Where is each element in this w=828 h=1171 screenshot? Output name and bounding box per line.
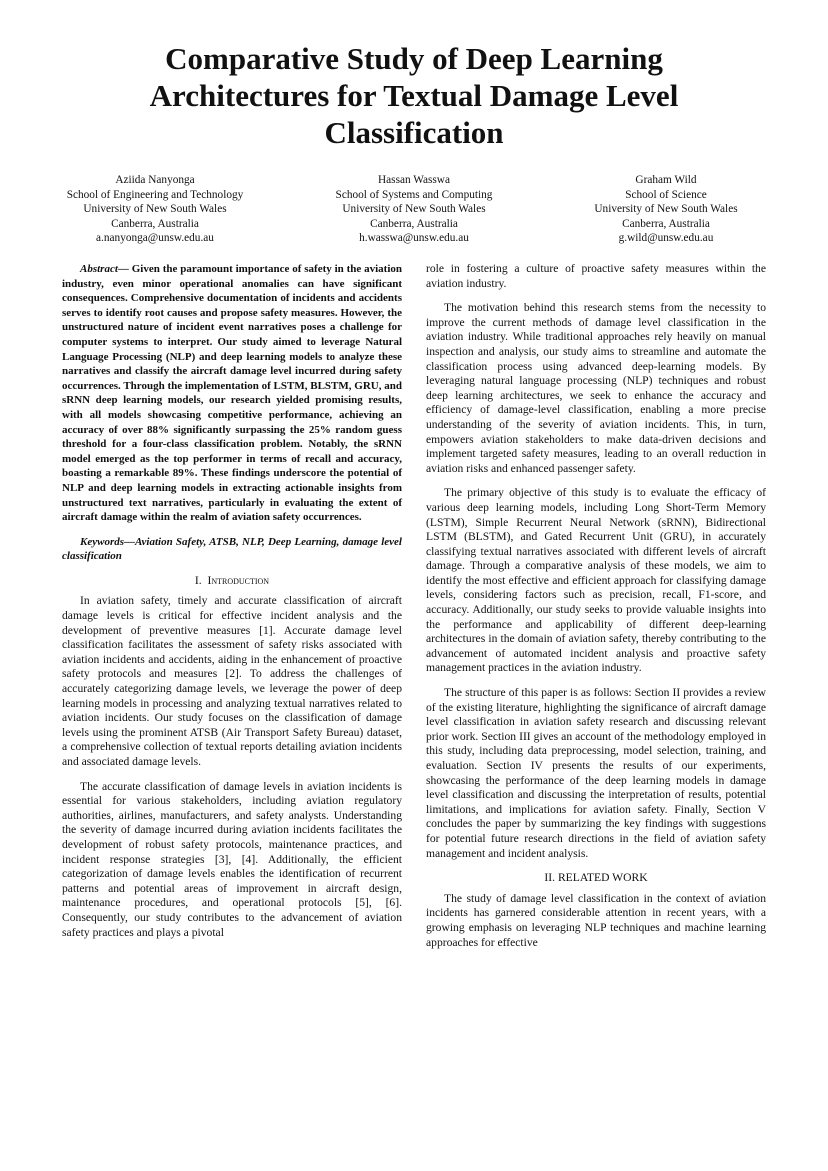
body-paragraph: role in fostering a culture of proactive safety measures within the aviation industry. [426,262,766,290]
author-dept: School of Engineering and Technology [66,188,244,201]
body-paragraph: The accurate classification of damage levels in aviation incidents is essential for various stakeholders, including aviation regulatory authorities, airlines, manufacturers, and safety analysts. Understanding the severity of damage incurred during aviation incidents facilitates the development of robust safety protocols, maintenance practices, and incident response strategies [3], [4]. Additionally, the efficient categorization of damage levels enables the identification of recurrent patterns and potential areas of improvement in aircraft design, maintenance procedures, and operational protocols [5], [6]. Consequently, our study contributes to the advancement of aviation safety practices and plays a pivotal [62,779,402,939]
body-paragraph: The study of damage level classification in the context of aviation incidents has garnered considerable attention in recent years, with a growing emphasis on leveraging NLP techniques and machine learning approaches for effective [426,891,766,949]
author-dept: School of Science [625,188,707,201]
author-email: a.nanyonga@unsw.edu.au [96,232,214,245]
body-paragraph: The structure of this paper is as follows: Section II provides a review of the existing literature, highlighting the significance of aircraft damage level classification in aviation safety research and discussing relevant prior work. Section III gives an account of the methodology employed in this study, including data preprocessing, model selection, training, and evaluation. Section IV presents the results of our experiments, showcasing the performance of the deep learning models in damage level classification and discussing the interpretation of results, potential limitations, and implications for aviation safety. Finally, Section V concludes the paper by summarizing the key findings with suggestions for potential future research directions in the field of aviation safety management and incident analysis. [426,686,766,860]
left-column [62,262,402,950]
author-dept: School of Systems and Computing [335,188,493,201]
author-email: h.wasswa@unsw.edu.au [359,232,469,245]
author-1 [40,173,270,246]
abstract-lead: Abstract— [80,263,129,275]
author-location: Canberra, Australia [622,217,710,230]
author-name: Hassan Wasswa [378,174,450,186]
keywords: Keywords—Aviation Safety, ATSB, NLP, Deep Learning, damage level classification [62,535,402,563]
author-univ: University of New South Wales [594,203,738,216]
author-univ: University of New South Wales [342,203,486,216]
author-3 [551,173,781,246]
author-email: g.wild@unsw.edu.au [618,232,714,245]
section-title: Introduction [207,573,270,587]
author-univ: University of New South Wales [83,203,227,216]
author-block [40,173,788,248]
author-name: Graham Wild [635,174,697,186]
author-location: Canberra, Australia [370,217,458,230]
body-paragraph: In aviation safety, timely and accurate classification of aircraft damage levels is critical for effective incident analysis and the development of preventive measures [1]. Accurate damage level classification facilitates the assessment of safety risks associated with aviation incidents and accidents, aiding in the enhancement of proactive safety protocols and measures [2]. To address the challenges of accurately categorizing damage levels, we leverage the power of deep learning models in processing and analyzing textual narratives related to aviation incidents. Our study focuses on the classification of damage levels using the prominent ATSB (Air Transport Safety Bureau) dataset, a comprehensive collection of textual reports detailing aviation incidents and associated damage levels. [62,594,402,768]
right-column [426,262,766,960]
paper-title: Comparative Study of Deep Learning Architectures for Textual Damage Level Classification [149,41,679,150]
abstract-text: Given the paramount importance of safety in the aviation industry, even minor operational anomalies can have significant consequences. Comprehensive documentation of incidents and accidents serves to identify root causes and propose safety measures. However, the unstructured nature of incident event narratives poses a challenge for computer systems to interpret. Our study aimed to leverage Natural Language Processing (NLP) and deep learning models to analyze these narratives and classify the aircraft damage level incurred during safety occurrences. Through the implementation of LSTM, BLSTM, GRU, and sRNN deep learning models, our research yielded promising results, with all models showcasing competitive performance, achieving an accuracy of over 88% significantly surpassing the 25% random guess threshold for a four-class classification problem. Notably, the sRNN model emerged as the top performer in terms of recall and accuracy, boasting a remarkable 89%. These findings underscore the potential of NLP and deep learning models in extracting actionable insights from unstructured text narratives, particularly in evaluating the extent of aircraft damage within the realm of aviation safety occurrences. [62,263,402,524]
body-paragraph: The motivation behind this research stems from the necessity to improve the current methods of damage level classification in the aviation industry. While traditional approaches rely heavily on manual inspection and analysis, our study aims to streamline and automate the classification process using advanced deep-learning models. By leveraging natural language processing (NLP) techniques and robust deep learning architectures, we seek to enhance the accuracy and efficiency of damage-level classification, enabling a more precise understanding of the severity of aviation incidents. This, in turn, empowers aviation stakeholders to make data-driven decisions and implement targeted safety measures, leading to an overall reduction in aviation risks and enhanced passenger safety. [426,301,766,475]
author-2 [299,173,529,246]
section-heading-related-work: II. RELATED WORK [544,871,648,885]
section-number: I. [194,573,202,587]
author-location: Canberra, Australia [111,217,199,230]
abstract [62,262,402,525]
author-name: Aziida Nanyonga [115,174,195,186]
section-heading-introduction [62,574,402,589]
body-paragraph: The primary objective of this study is to evaluate the efficacy of various deep learning models, including Long Short-Term Memory (LSTM), Simple Recurrent Neural Network (sRNN), Bidirectional LSTM (BLSTM), and Gated Recurrent Unit (GRU), in accurately classifying textual narratives associated with different levels of aircraft damage. Through a comparative analysis of these models, we aim to identify the most effective and efficient approach for classifying damage levels, considering factors such as precision, recall, F1-score, and accuracy. Additionally, our study seeks to provide valuable insights into the performance and applicability of different deep-learning architectures in the domain of aviation safety, thereby contributing to the advancement of automated incident analysis and proactive safety management practices in the aviation industry. [426,486,766,675]
